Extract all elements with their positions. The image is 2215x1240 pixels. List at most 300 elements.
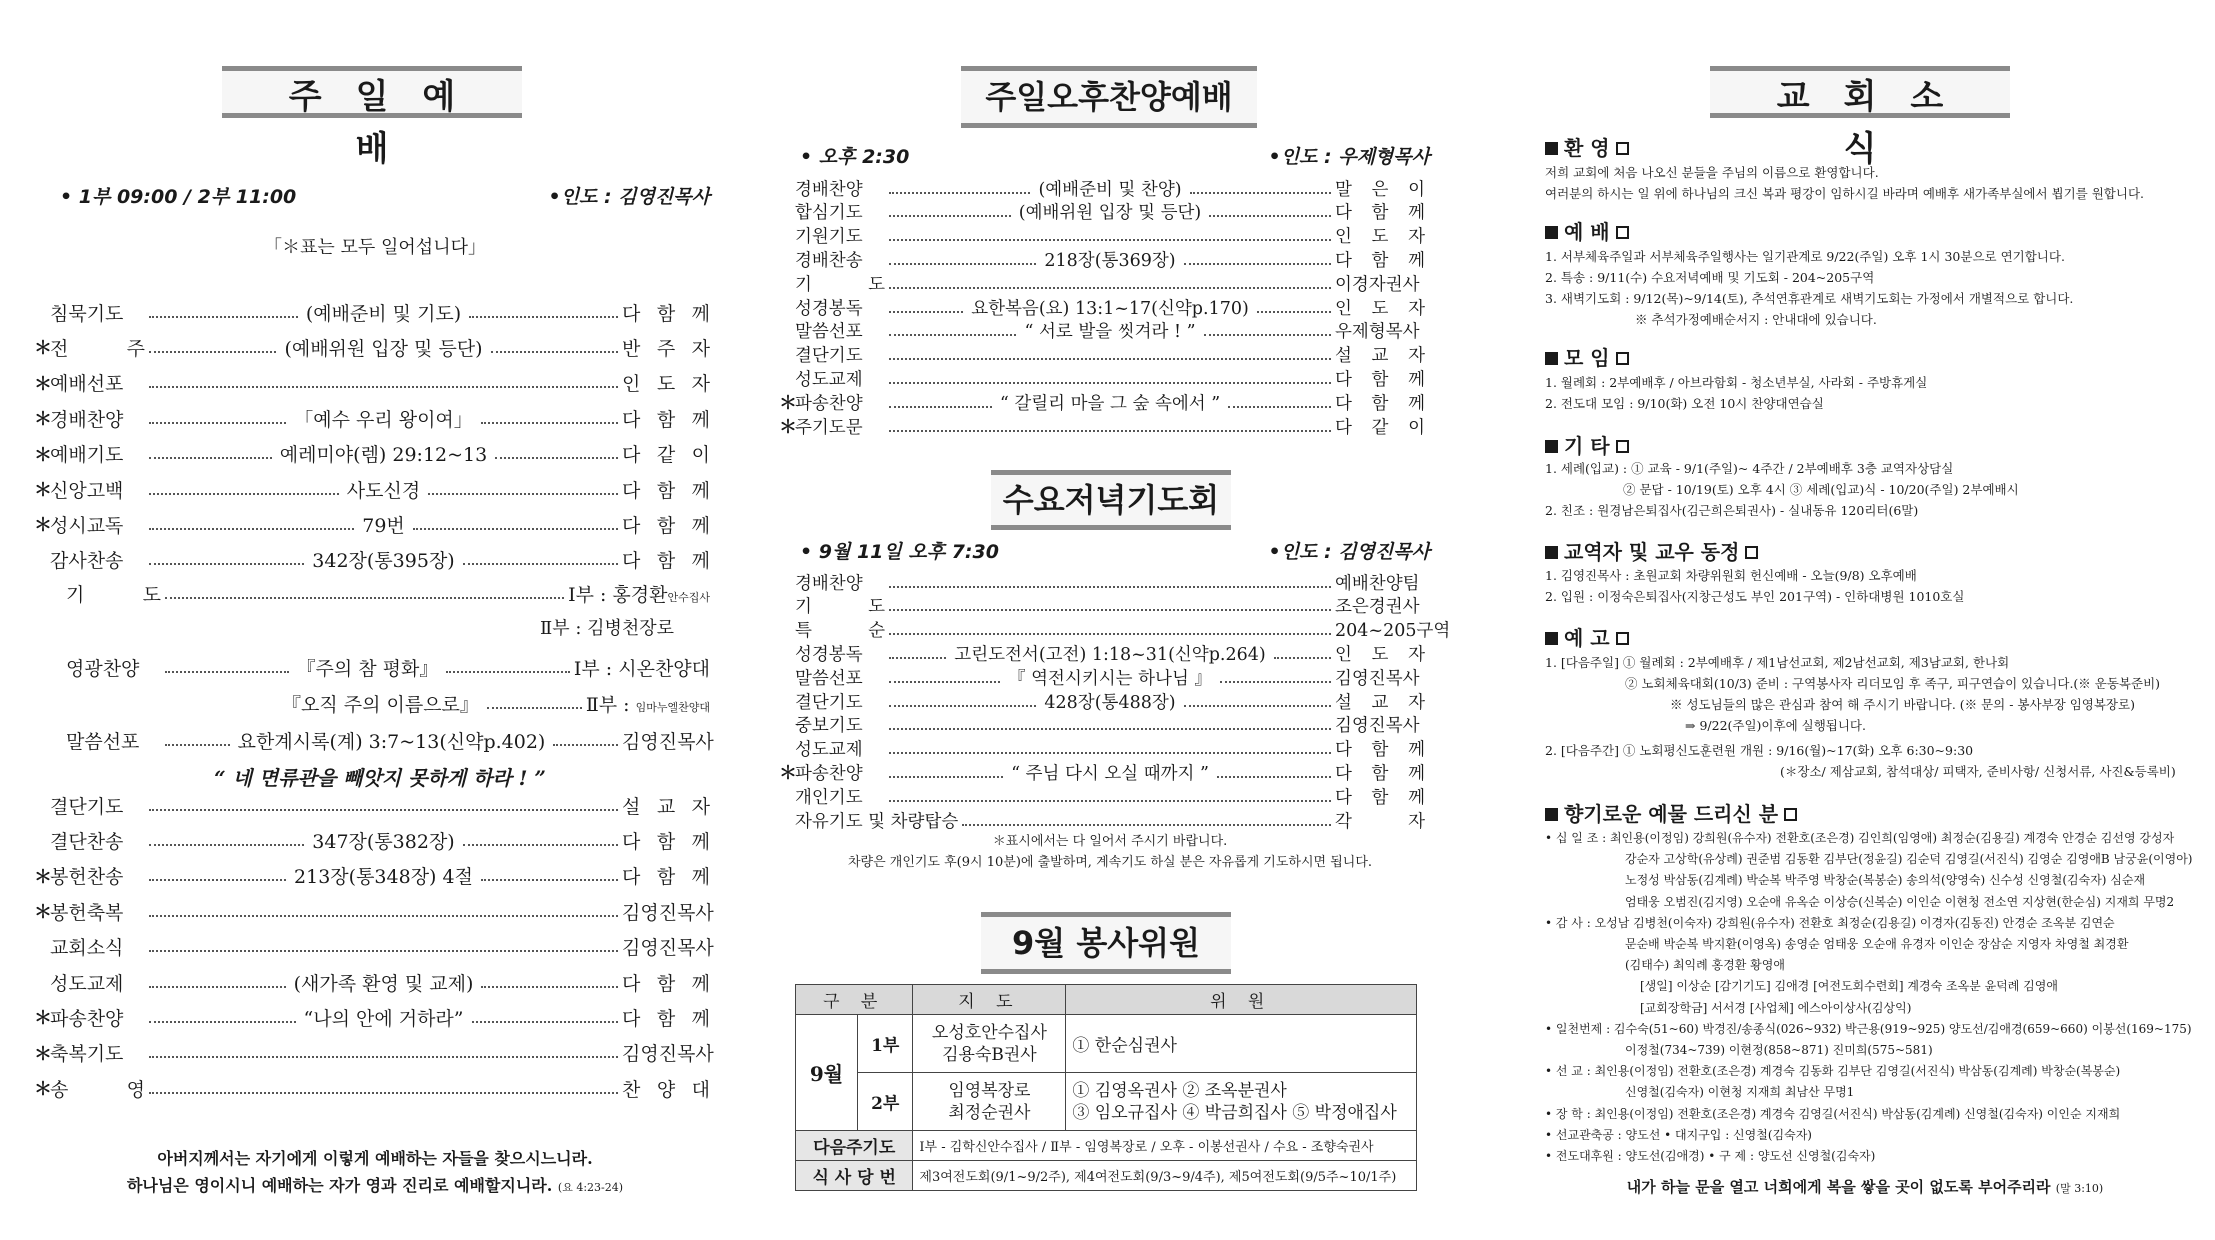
table-header-leader: 지 도 <box>913 985 1066 1015</box>
vehicle-note: 차량은 개인기도 후(9시 10분)에 출발하며, 계속기도 하실 분은 자유롭게 기도하시면 됩니다. <box>847 855 1373 870</box>
leader-dots <box>165 596 564 599</box>
order-row <box>779 201 1425 223</box>
standing-mark: ＊ <box>779 393 797 415</box>
order-person: 설 교 자 <box>622 795 710 818</box>
prayer-part1-title: 안수집사 <box>667 590 710 604</box>
preview-line: 2. [다음주간] ① 노회평신도훈련원 개원 : 9/16(월)~17(화) 오후 6:30~9:30 <box>1545 743 1974 758</box>
order-detail: “ 갈릴리 마을 그 숲 속에서 ” <box>999 393 1221 414</box>
order-label: 성경봉독 <box>795 298 863 319</box>
order-person: 다 함 께 <box>622 972 710 995</box>
order-row <box>34 1073 710 1103</box>
order-row <box>779 642 1425 664</box>
leader-dots <box>495 456 618 459</box>
leader-dots <box>149 1020 296 1023</box>
order-row <box>779 761 1425 783</box>
order-person: 김영진목사 <box>622 901 714 924</box>
order-person: 다 함 께 <box>1335 203 1425 224</box>
other-line: ② 문답 - 10/19(토) 오후 4시 ③ 세례(입교)식 - 10/20(주일) 2부예배시 <box>1623 482 2019 497</box>
leader-dots <box>149 492 339 495</box>
order-row <box>34 368 710 398</box>
table-meal-duty-label: 식 사 당 번 <box>796 1161 913 1191</box>
order-label: 기 도 <box>66 583 161 606</box>
order-detail: 사도신경 <box>346 479 421 502</box>
closing-verse-2: 하나님은 영이시니 예배하는 자가 영과 진리로 예배할지니라. (요 4:23-24) <box>126 1176 624 1195</box>
order-detail: 213장(통348장) 4절 <box>294 866 473 889</box>
order-row <box>779 571 1425 593</box>
leader-dots <box>463 843 618 846</box>
table-header-division: 구 분 <box>796 985 913 1015</box>
worship-line: 3. 새벽기도회 : 9/12(목)~9/14(토), 추석연휴관계로 새벽기도회는 가정에서 개별적으로 합니다. <box>1545 291 2074 306</box>
order-label: 성경봉독 <box>795 644 863 665</box>
offering-line: • 일천번제 : 김수숙(51~60) 박경진/송종식(026~932) 박근용(919~925) 양도선/김애경(659~660) 이봉선(169~175) <box>1545 1021 2192 1036</box>
standing-mark: ＊ <box>34 902 52 924</box>
order-person: 인 도 자 <box>622 373 710 396</box>
leader-dots <box>1184 704 1331 707</box>
order-label: 기 도 <box>795 274 885 295</box>
order-label: 경배찬양 <box>795 179 863 200</box>
order-person: 다 같 이 <box>1335 417 1425 438</box>
order-person: 김영진목사 <box>1335 716 1420 737</box>
square-bullet-icon <box>1616 142 1629 155</box>
order-person: 인 도 자 <box>1335 644 1426 665</box>
order-detail: “나의 안에 거하라” <box>303 1007 464 1030</box>
sermon-preacher: 김영진목사 <box>622 730 714 753</box>
order-label: 경배찬송 <box>795 250 863 271</box>
glory-choir-1: Ⅰ부 : 시온찬양대 <box>573 657 711 680</box>
leader-dots <box>428 492 618 495</box>
standing-mark: ＊ <box>34 480 52 501</box>
order-detail: (예배준비 및 기도) <box>305 302 462 325</box>
offering-line: 문순배 박순복 박지환(이영옥) 송영순 엄태웅 오순애 유경자 이인순 장삼순 지영자 차영철 최경환 <box>1625 937 2129 951</box>
standing-mark: ＊ <box>779 417 797 438</box>
order-label: 성시교독 <box>50 514 124 537</box>
order-row <box>779 666 1425 688</box>
order-label: 경배찬양 <box>50 408 124 431</box>
order-person: 다 함 께 <box>1335 369 1425 390</box>
order-row-sermon <box>50 725 714 755</box>
order-person: 204~205구역 <box>1335 621 1451 642</box>
closing-verse-ref: (요 4:23-24) <box>557 1181 624 1194</box>
order-row <box>34 509 710 539</box>
service-time: • 1부 09:00 / 2부 11:00 <box>60 186 297 208</box>
table-part1: 1부 <box>858 1015 913 1073</box>
church-news-title: 교회소식 <box>1710 66 2010 118</box>
order-person: 다 함 께 <box>622 866 710 889</box>
leader-dots <box>889 429 1331 432</box>
column-sunday-worship <box>34 0 714 1240</box>
order-row-glory-2 <box>278 688 710 718</box>
offering-line: • 감 사 : 오성남 김병천(이숙자) 강희원(유수자) 전환호 최정순(김용길) 이경자(김동진) 안경순 조옥분 김연순 <box>1545 915 2115 930</box>
order-label: 성도교제 <box>795 369 863 390</box>
order-person: 다 같 이 <box>622 444 710 467</box>
worship-line: 2. 특송 : 9/11(수) 수요저녁예배 및 기도회 - 204~205구역 <box>1545 270 1875 285</box>
order-label: 봉헌축복 <box>50 901 124 924</box>
leader-dots <box>149 527 354 530</box>
table-part2-leaders: 임영복장로 최정순권사 <box>913 1073 1066 1131</box>
order-label: 결단기도 <box>795 346 863 367</box>
order-label: 기원기도 <box>795 227 863 248</box>
leader-dots <box>889 656 946 659</box>
column-afternoon-worship <box>779 0 1451 1240</box>
order-detail: 예레미야(렘) 29:12~13 <box>279 444 488 467</box>
standing-mark: ＊ <box>34 444 52 466</box>
preview-line: (＊장소/ 제삼교회, 참석대상/ 피택자, 준비사항/ 신청서류, 사진&등록비) <box>1780 764 2176 779</box>
square-bullet-icon <box>1545 440 1558 453</box>
order-label: 중보기도 <box>795 716 863 737</box>
section-welcome: 환 영 <box>1545 132 1629 161</box>
leader-dots <box>463 562 618 565</box>
staff-news-line: 1. 김영진목사 : 초원교회 차량위원회 헌신예배 - 오늘(9/8) 오후예배 <box>1545 568 1917 583</box>
order-person: 김영진목사 <box>622 1043 714 1066</box>
table-part1-members: ① 한순심권사 <box>1066 1015 1417 1073</box>
standing-mark: ＊ <box>34 338 52 360</box>
leader-dots <box>1209 214 1331 217</box>
welcome-line: 여러분의 하시는 일 위에 하나님의 크신 복과 평강이 임하시길 바라며 예배후 새가족부실에서 뵙기를 원합니다. <box>1545 186 2145 201</box>
order-row <box>779 248 1425 270</box>
order-label: 파송찬양 <box>795 393 863 414</box>
meetings-line: 1. 월례회 : 2부예배후 / 아브라함회 - 청소년부실, 사라회 - 주방휴게실 <box>1545 375 1928 390</box>
order-label: 파송찬양 <box>50 1007 124 1030</box>
leader-dots <box>165 743 230 746</box>
standing-note: ＊표시에서는 다 일어서 주시기 바랍니다. <box>992 834 1228 849</box>
leader-dots <box>469 315 618 318</box>
order-row <box>34 790 710 820</box>
order-person: 다 함 께 <box>1335 250 1425 271</box>
order-label: 개인기도 <box>795 787 863 808</box>
order-label: 주기도문 <box>795 417 863 438</box>
order-label: 결단찬송 <box>50 830 124 853</box>
leader-dots <box>149 421 286 424</box>
order-person: 다 함 께 <box>622 550 711 573</box>
order-detail: 428장(통488장) <box>1044 692 1176 713</box>
wednesday-time: • 9월 11일 오후 7:30 <box>800 541 999 563</box>
section-worship: 예 배 <box>1545 216 1629 245</box>
section-staff-news: 교역자 및 교우 동정 <box>1545 536 1758 565</box>
leader-dots <box>149 385 618 388</box>
section-preview: 예 고 <box>1545 622 1629 651</box>
square-bullet-icon <box>1545 632 1558 645</box>
order-row <box>779 320 1425 342</box>
square-bullet-icon <box>1616 226 1629 239</box>
order-label: 침묵기도 <box>50 302 124 325</box>
order-label: 교회소식 <box>50 937 124 960</box>
order-person: 반 주 자 <box>622 337 711 360</box>
leader-dots <box>149 456 272 459</box>
order-person: 다 함 께 <box>1335 763 1426 784</box>
order-detail: 고린도전서(고전) 1:18~31(신약p.264) <box>954 644 1266 665</box>
table-header-members: 위 원 <box>1066 985 1417 1015</box>
order-person: 이경자권사 <box>1335 274 1420 295</box>
order-person: 다 함 께 <box>622 479 711 502</box>
order-row <box>779 391 1425 413</box>
offering-line: • 선교관축공 : 양도선 • 대지구입 : 신영철(김숙자) <box>1545 1127 1812 1142</box>
order-row <box>34 932 714 962</box>
leader-dots <box>481 985 618 988</box>
leader-dots <box>149 1055 618 1058</box>
leader-dots <box>165 670 289 673</box>
afternoon-worship-title: 주일오후찬양예배 <box>961 66 1257 128</box>
leader-dots <box>889 357 1331 360</box>
order-person: 인 도 자 <box>1335 227 1425 248</box>
order-label: 말씀선포 <box>795 322 863 343</box>
standing-mark: ＊ <box>779 763 797 785</box>
leader-dots <box>962 823 1331 826</box>
offering-line: (김태수) 최익례 홍경환 황영애 <box>1625 958 1785 973</box>
standing-mark: ＊ <box>34 515 52 537</box>
order-label: 말씀선포 <box>795 668 863 689</box>
order-label: 감사찬송 <box>50 550 124 573</box>
order-row <box>34 297 710 327</box>
order-label: 말씀선포 <box>66 730 140 753</box>
order-label: 특 순 <box>795 621 885 642</box>
table-month: 9월 <box>796 1015 858 1131</box>
order-row <box>34 896 714 926</box>
standing-mark: ＊ <box>34 373 52 395</box>
september-volunteers-title: 9월 봉사위원 <box>981 912 1231 974</box>
order-person: 다 함 께 <box>622 514 710 537</box>
square-bullet-icon <box>1545 142 1558 155</box>
order-row <box>779 344 1425 366</box>
standing-mark: ＊ <box>34 1043 52 1065</box>
square-bullet-icon <box>1616 632 1629 645</box>
leader-dots <box>889 751 1331 754</box>
order-label: 봉헌찬송 <box>50 866 124 889</box>
order-row <box>779 595 1425 617</box>
order-person: 설 교 자 <box>1335 346 1425 367</box>
square-bullet-icon <box>1545 808 1558 821</box>
square-bullet-icon <box>1616 440 1629 453</box>
order-row <box>34 1038 714 1068</box>
table-part2: 2부 <box>858 1073 913 1131</box>
order-row <box>34 861 710 891</box>
standing-mark: ＊ <box>34 1008 52 1030</box>
order-row <box>34 439 710 469</box>
leader-dots <box>149 1091 618 1094</box>
leader-dots <box>446 670 570 673</box>
table-part1-leaders: 오성호안수집사 김용숙B권사 <box>913 1015 1066 1073</box>
square-bullet-icon <box>1545 546 1558 559</box>
offering-line: 신영철(김숙자) 이현청 지재희 최남산 무명1 <box>1625 1085 1855 1100</box>
afternoon-time: • 오후 2:30 <box>800 146 910 168</box>
prayer-part2: Ⅱ부 : 김병천장로 <box>540 618 675 639</box>
order-person: 설 교 자 <box>1335 692 1425 713</box>
leader-dots <box>889 632 1331 635</box>
order-detail: (새가족 환영 및 교제) <box>293 972 474 995</box>
order-row <box>779 690 1425 712</box>
order-label: 성도교제 <box>795 740 863 761</box>
order-detail: (예배위원 입장 및 등단) <box>284 337 483 360</box>
leader-dots <box>889 238 1331 241</box>
order-label: 성도교제 <box>50 972 124 995</box>
offering-line: 강순자 고상학(유상례) 권준범 김동환 김부단(정윤길) 김순덕 김영길(서진식) 김영순 김영애B 남궁윤(이영아) <box>1625 852 2193 867</box>
order-detail: “ 서로 발을 씻겨라 ! ” <box>1024 322 1196 343</box>
service-leader: •인도 : 김영진목사 <box>548 186 710 208</box>
offering-line: [교회장학금] 서서경 [사업체] 에스아이상사(김상익) <box>1640 1000 1912 1015</box>
order-person: 인 도 자 <box>1335 298 1426 319</box>
stand-note: 「＊표는 모두 일어섭니다」 <box>264 237 486 258</box>
glory-hymn-1: 『주의 참 평화』 <box>296 657 439 680</box>
order-person: 다 함 께 <box>622 408 710 431</box>
offering-line: 엄태웅 오범진(김지영) 오순애 유옥순 이상승(신복순) 이인순 이현청 전소연 지상현(한순심) 지재희 무명2 <box>1625 894 2175 909</box>
order-label: 예배기도 <box>50 444 124 467</box>
leader-dots <box>149 985 286 988</box>
other-line: 1. 세례(입교) : ① 교육 - 9/1(주일)~ 4주간 / 2부예배후 3층 교역자상담실 <box>1545 461 1954 476</box>
leader-dots <box>889 799 1331 802</box>
order-row <box>34 1002 710 1032</box>
leader-dots <box>889 214 1011 217</box>
section-offerings: 향기로운 예물 드리신 분 <box>1545 798 1797 827</box>
order-row <box>34 825 710 855</box>
leader-dots <box>1204 333 1331 336</box>
closing-verse-ref: (말 3:10) <box>2055 1182 2104 1195</box>
order-label: 축복기도 <box>50 1043 124 1066</box>
offering-line: 노정성 박삼동(김계례) 박순복 박주영 박창순(복봉순) 송의석(양영숙) 신수성 신영철(김숙자) 심순재 <box>1625 873 2146 888</box>
order-person: 예배찬양팀 <box>1335 573 1420 594</box>
order-row <box>779 809 1425 831</box>
order-person: 김영진목사 <box>622 937 714 960</box>
sermon-scripture: 요한계시록(계) 3:7~13(신약p.402) <box>237 730 546 753</box>
leader-dots <box>1274 656 1331 659</box>
offering-line: • 장 학 : 최인용(이정임) 전환호(조은경) 계경숙 김영길(서진식) 박삼동(김계례) 신영철(김숙자) 이인순 지재희 <box>1545 1106 2121 1121</box>
volunteers-table <box>795 984 1417 1191</box>
order-row <box>779 415 1425 437</box>
order-label: 합심기도 <box>795 203 863 224</box>
order-detail: 347장(통382장) <box>312 830 455 853</box>
section-other: 기 타 <box>1545 430 1629 459</box>
preview-line: 1. [다음주일] ① 월례회 : 2부예배후 / 제1남선교회, 제2남선교회, 제3남교회, 한나회 <box>1545 655 2010 670</box>
leader-dots <box>1184 262 1331 265</box>
order-person: 다 함 께 <box>1335 740 1425 761</box>
leader-dots <box>481 421 618 424</box>
offering-line: [생일] 이상순 [감기기도] 김애경 [여전도회수련회] 계경숙 조옥분 윤덕례 김영애 <box>1640 979 2058 994</box>
leader-dots <box>889 680 1000 683</box>
leader-dots <box>149 562 304 565</box>
order-detail: 79번 <box>362 514 405 537</box>
offering-line: • 선 교 : 최인용(이정임) 전환호(조은경) 계경숙 김동화 김부단 김영길(서진식) 박삼동(김계례) 박창순(복봉순) <box>1545 1064 2121 1079</box>
leader-dots <box>889 381 1331 384</box>
worship-line: ※ 추석가정예배순서지 : 안내대에 있습니다. <box>1635 312 1877 327</box>
order-row <box>779 714 1425 736</box>
glory-hymn-2: 『오직 주의 이름으로』 <box>282 693 479 716</box>
order-person: 다 함 께 <box>1335 393 1426 414</box>
leader-dots <box>149 315 298 318</box>
standing-mark: ＊ <box>34 1079 52 1101</box>
order-label: 기 도 <box>795 597 885 618</box>
worship-line: 1. 서부체육주일과 서부체육주일행사는 일기관계로 9/22(주일) 오후 1시 30분으로 연기합니다. <box>1545 249 2065 264</box>
leader-dots <box>149 808 618 811</box>
leader-dots <box>149 949 618 952</box>
offering-line: 이정철(734~739) 이현정(858~871) 진미희(575~581) <box>1625 1043 1933 1057</box>
leader-dots <box>149 350 276 353</box>
order-row <box>34 332 710 362</box>
leader-dots <box>889 333 1016 336</box>
square-bullet-icon <box>1784 808 1797 821</box>
table-next-prayer-value: Ⅰ부 - 김학신안수집사 / Ⅱ부 - 임영복장로 / 오후 - 이봉선권사 / 수요 - 조향숙권사 <box>913 1131 1417 1161</box>
offering-line: • 십 일 조 : 최인용(이정임) 강희원(유수자) 전환호(조은경) 김인희(임영애) 최정순(김용길) 계경숙 안경순 김선영 강성자 <box>1545 831 2175 845</box>
order-row <box>779 785 1425 807</box>
order-detail: 218장(통369장) <box>1044 250 1176 271</box>
order-label: 파송찬양 <box>795 763 863 784</box>
order-label: 결단기도 <box>50 795 124 818</box>
order-detail: 「예수 우리 왕이여」 <box>294 408 473 431</box>
order-person: 찬 양 대 <box>622 1078 710 1101</box>
wednesday-leader: •인도 : 김영진목사 <box>1268 541 1430 563</box>
preview-line: ※ 성도님들의 많은 관심과 참여 해 주시기 바랍니다. (※ 문의 - 봉사부장 임영복장로) <box>1670 697 2135 712</box>
afternoon-leader: •인도 : 우제형목사 <box>1268 146 1430 168</box>
prayer-part1: Ⅰ부 : 홍경환안수집사 <box>568 583 710 606</box>
order-row <box>34 545 710 575</box>
other-line: 2. 친조 : 원경남은퇴집사(김근희은퇴권사) - 실내동유 120리터(6말) <box>1545 503 1919 518</box>
leader-dots <box>413 527 618 530</box>
leader-dots <box>889 262 1036 265</box>
leader-dots <box>481 878 618 881</box>
order-person: 다 함 께 <box>622 302 711 325</box>
sunday-worship-title: 주일예배 <box>222 66 522 118</box>
order-label: 자유기도 및 차량탑승 <box>795 811 959 832</box>
glory-choir-2: Ⅱ부 : 임마누엘찬양대 <box>585 693 710 716</box>
order-person: 우제형목사 <box>1335 322 1420 343</box>
square-bullet-icon <box>1545 352 1558 365</box>
leader-dots <box>889 585 1331 588</box>
glory-choir-2-name: 임마누엘찬양대 <box>635 700 710 714</box>
preview-line: ② 노회체육대회(10/3) 준비 : 구역봉사자 리더모임 후 족구, 피구연습이 있습니다.(※ 운동복준비) <box>1625 676 2161 691</box>
leader-dots <box>1217 775 1331 778</box>
leader-dots <box>889 405 992 408</box>
order-detail: 342장(통395장) <box>312 550 455 573</box>
leader-dots <box>149 914 618 917</box>
order-detail: (예배준비 및 찬양) <box>1038 179 1182 200</box>
closing-verse-1: 아버지께서는 자기에게 이렇게 예배하는 자들을 찾으시느니라. <box>157 1149 593 1168</box>
order-row <box>34 474 710 504</box>
leader-dots <box>889 608 1331 611</box>
order-row <box>34 403 710 433</box>
order-label: 영광찬양 <box>66 657 140 680</box>
square-bullet-icon <box>1616 352 1629 365</box>
square-bullet-icon <box>1545 226 1558 239</box>
staff-news-line: 2. 입원 : 이정숙은퇴집사(지창근성도 부인 201구역) - 인하대병원 1010호실 <box>1545 589 1965 604</box>
square-bullet-icon <box>1745 546 1758 559</box>
leader-dots <box>1190 191 1331 194</box>
order-person: 다 함 께 <box>1335 787 1425 808</box>
section-meetings: 모 임 <box>1545 342 1629 371</box>
order-row <box>34 967 710 997</box>
order-row-prayer <box>50 578 710 608</box>
order-label: 전 주 <box>50 337 145 360</box>
wednesday-prayer-title: 수요저녁기도회 <box>991 470 1231 530</box>
leader-dots <box>1220 680 1331 683</box>
order-label: 송 영 <box>50 1078 145 1101</box>
leader-dots <box>487 706 582 709</box>
standing-mark: ＊ <box>34 866 52 888</box>
order-person: 김영진목사 <box>1335 668 1420 689</box>
meetings-line: 2. 전도대 모임 : 9/10(화) 오전 10시 찬양대연습실 <box>1545 396 1824 411</box>
order-row <box>779 367 1425 389</box>
closing-verse: 내가 하늘 문을 열고 너희에게 복을 쌓을 곳이 없도록 부어주리라 (말 3:10) <box>1626 1178 2104 1196</box>
table-part2-members: ① 김영옥권사 ② 조옥분권사 ③ 임오규집사 ④ 박금희집사 ⑤ 박정애집사 <box>1066 1073 1417 1131</box>
order-row-glory <box>50 652 710 682</box>
leader-dots <box>1257 310 1331 313</box>
order-label: 예배선포 <box>50 373 124 396</box>
table-next-prayer-label: 다음주기도 <box>796 1131 913 1161</box>
order-detail: (예배위원 입장 및 등단) <box>1018 203 1202 224</box>
column-church-news <box>1545 0 2193 1240</box>
order-person: 다 함 께 <box>622 830 711 853</box>
leader-dots <box>472 1020 619 1023</box>
order-detail: “ 주님 다시 오실 때까지 ” <box>1011 763 1209 784</box>
order-row <box>779 225 1425 247</box>
leader-dots <box>1228 405 1331 408</box>
order-person: 조은경권사 <box>1335 597 1420 618</box>
